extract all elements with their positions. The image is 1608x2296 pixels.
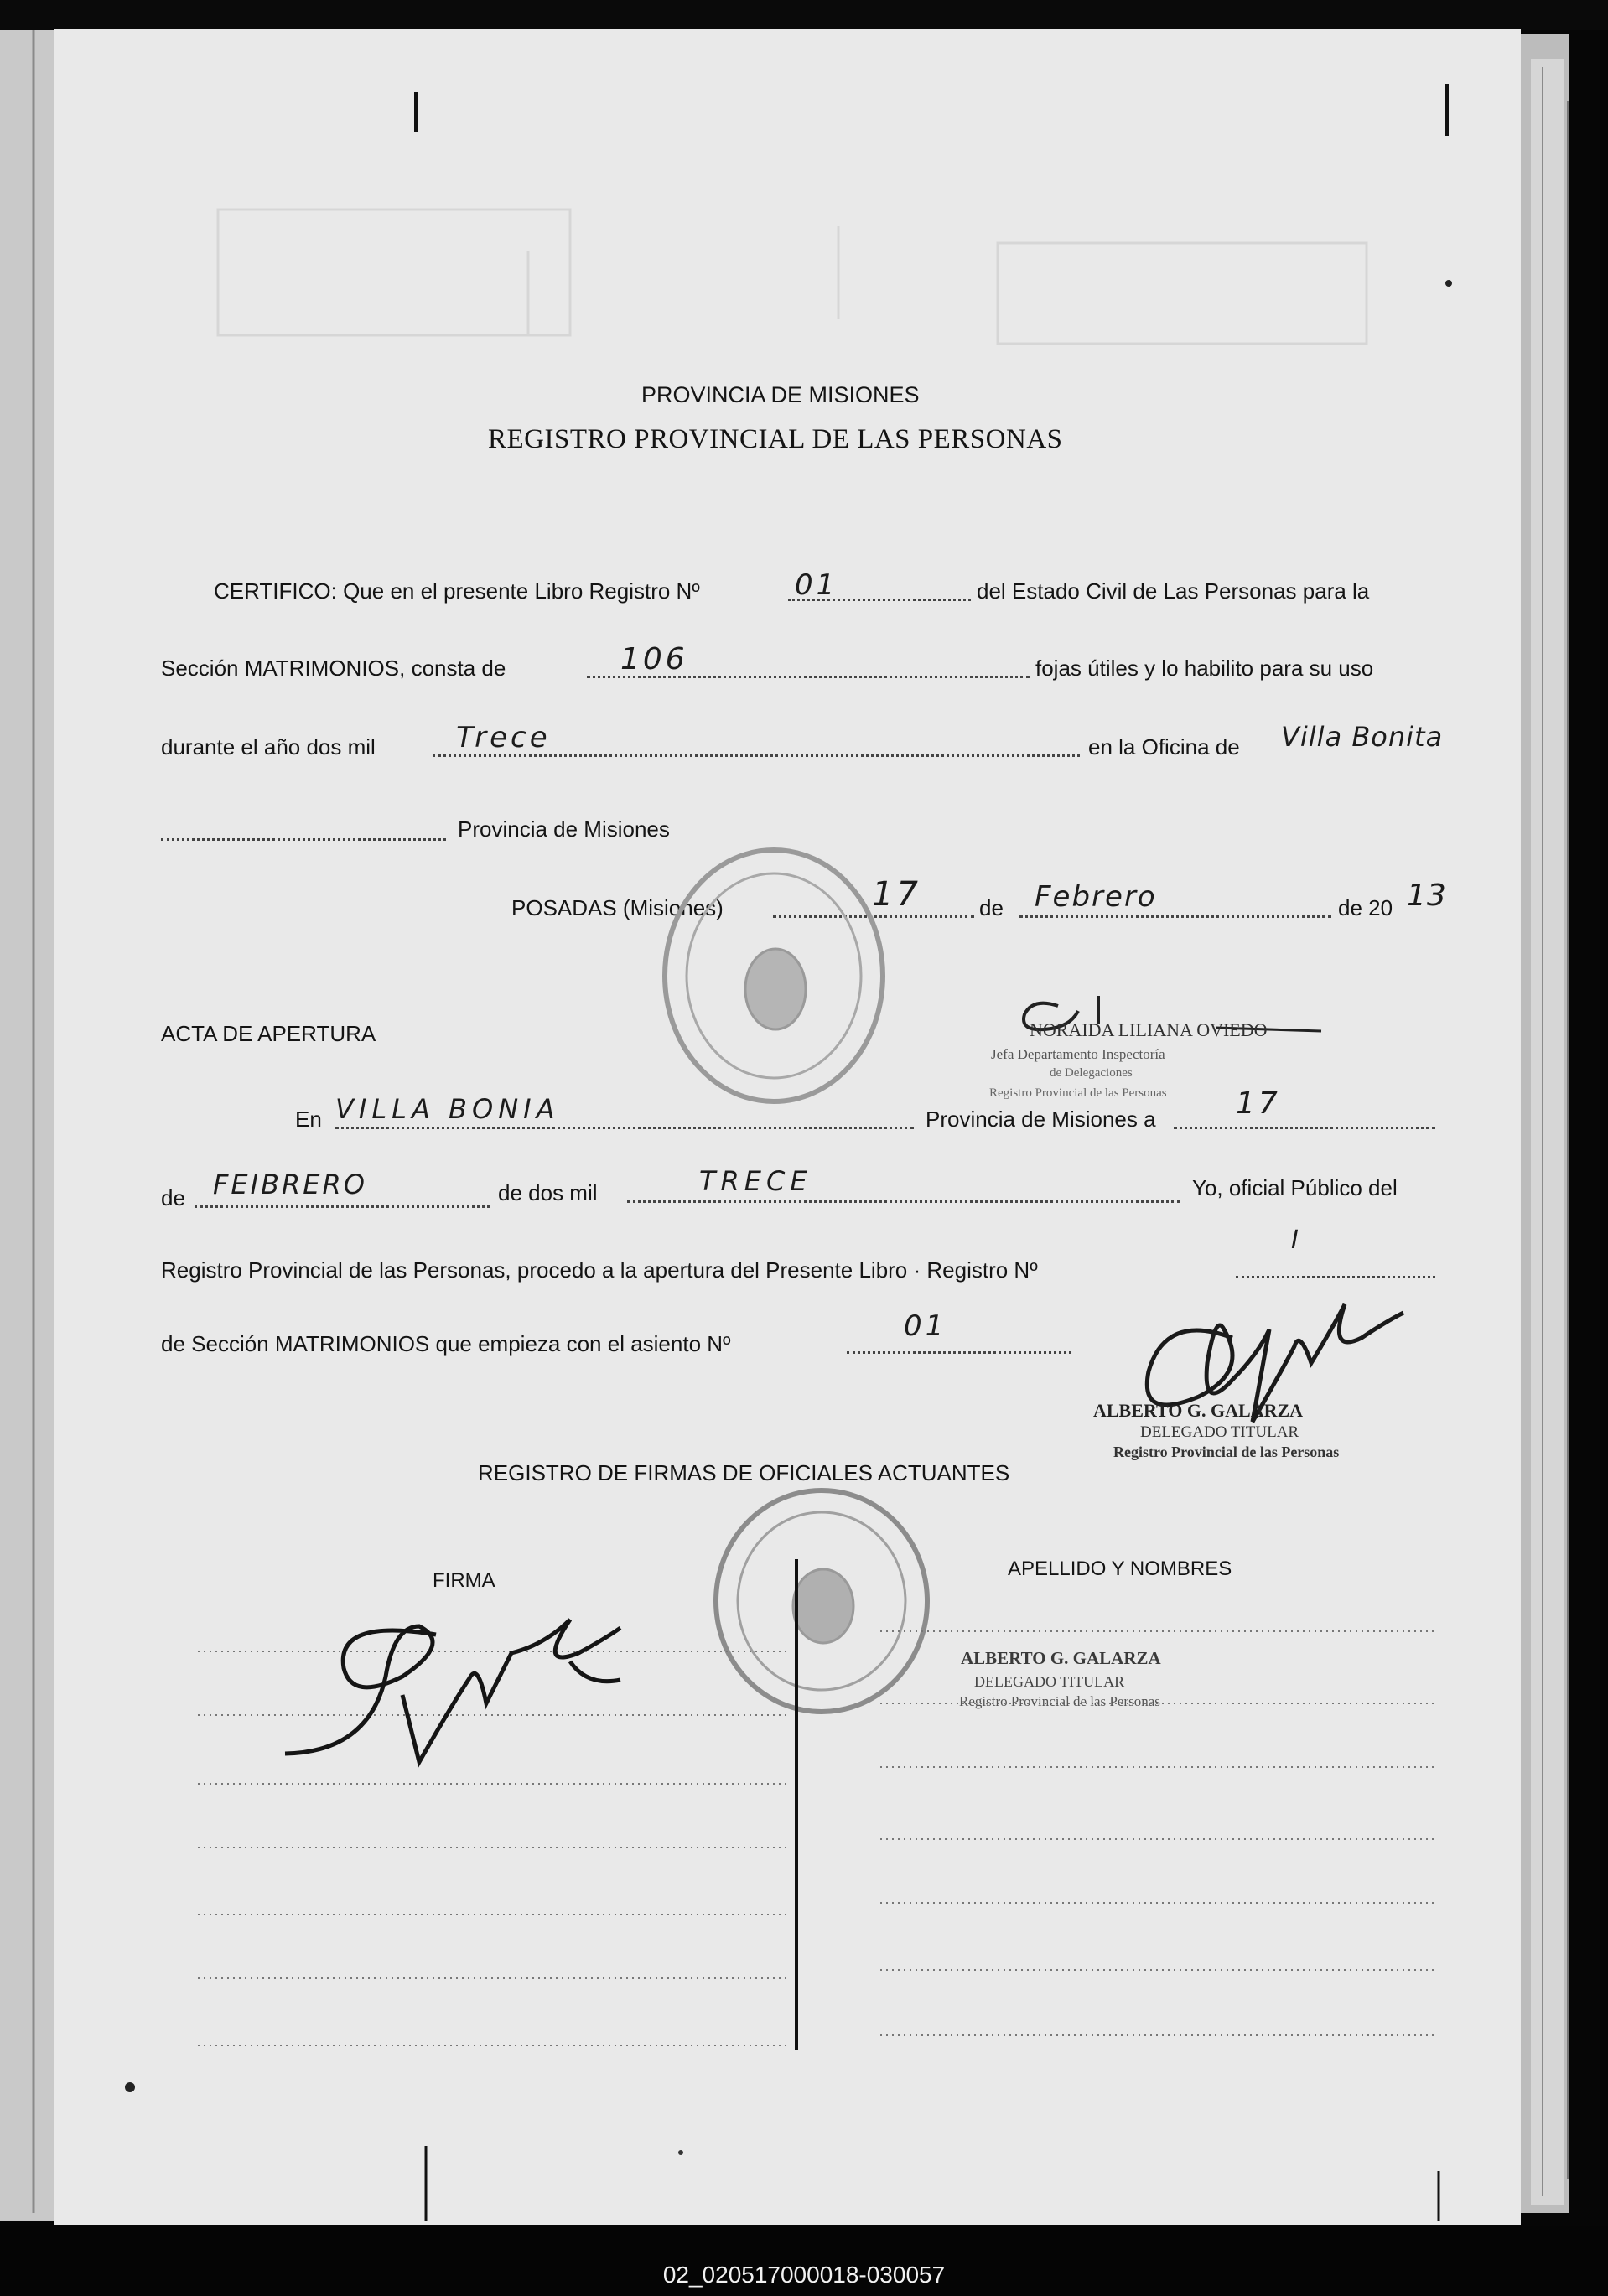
cert-day: 17 <box>872 875 921 914</box>
delegate-stamp-title-lower: DELEGADO TITULAR <box>974 1673 1125 1690</box>
acta-year-word: TRECE <box>699 1165 812 1197</box>
col-apellido-header: APELLIDO Y NOMBRES <box>1008 1557 1232 1580</box>
col-firma-header: FIRMA <box>433 1569 495 1592</box>
cert-de1: de <box>979 895 1004 920</box>
cert-month: Febrero <box>1035 880 1157 914</box>
delegate-stamp-title-upper: DELEGADO TITULAR <box>1140 1423 1299 1441</box>
cert-line1-b: del Estado Civil de Las Personas para la <box>977 578 1370 604</box>
delegate-stamp-org-lower: Registro Provincial de las Personas <box>959 1693 1160 1709</box>
director-stamp-title3: Registro Provincial de las Personas <box>989 1086 1167 1100</box>
delegate-stamp-name-lower: ALBERTO G. GALARZA <box>961 1648 1161 1668</box>
acta-en: En <box>295 1107 322 1132</box>
acta-month: FEIBRERO <box>213 1169 367 1200</box>
cert-office: Villa Bonita <box>1281 721 1444 753</box>
acta-line4: de Sección MATRIMONIOS que empieza con el asiento Nº <box>161 1331 731 1356</box>
acta-dos-mil: de dos mil <box>498 1180 598 1205</box>
director-stamp-name: NORAIDA LILIANA OVIEDO <box>1030 1019 1268 1040</box>
acta-registro-no: I <box>1291 1226 1302 1255</box>
acta-day: 17 <box>1236 1086 1281 1121</box>
delegate-stamp-org-upper: Registro Provincial de las Personas <box>1113 1443 1340 1460</box>
cert-year-word: Trece <box>456 721 551 754</box>
cert-line4: Provincia de Misiones <box>458 816 670 842</box>
registry-heading: REGISTRO PROVINCIAL DE LAS PERSONAS <box>488 424 1063 454</box>
image-caption: 02_020517000018-030057 <box>662 2262 946 2288</box>
cert-line3-b: en la Oficina de <box>1088 734 1240 759</box>
acta-de: de <box>161 1185 185 1210</box>
cert-line2-b: fojas útiles y lo habilito para su uso <box>1035 656 1374 681</box>
delegate-stamp-name-upper: ALBERTO G. GALARZA <box>1093 1400 1304 1421</box>
cert-line3-a: durante el año dos mil <box>161 734 376 759</box>
acta-prov-label: Provincia de Misiones a <box>926 1107 1156 1132</box>
cert-posadas: POSADAS (Misiones) <box>511 895 724 920</box>
acta-yo: Yo, oficial Público del <box>1192 1175 1398 1200</box>
acta-asiento: 01 <box>904 1309 947 1343</box>
cert-de2: de 20 <box>1338 895 1393 920</box>
cert-fojas: 106 <box>620 642 688 676</box>
acta-place: VILLA BONIA <box>335 1093 560 1125</box>
director-stamp-title1: Jefa Departamento Inspectoría <box>991 1046 1165 1062</box>
cert-line2-a: Sección MATRIMONIOS, consta de <box>161 656 506 681</box>
acta-title: ACTA DE APERTURA <box>161 1021 376 1046</box>
cert-libro-no: 01 <box>795 568 838 602</box>
cert-year-suffix: 13 <box>1407 878 1447 913</box>
province-heading: PROVINCIA DE MISIONES <box>641 382 920 407</box>
acta-line3: Registro Provincial de las Personas, procedo a la apertura del Presente Libro · Registro Nº <box>161 1257 1038 1283</box>
signatures-title: REGISTRO DE FIRMAS DE OFICIALES ACTUANTES <box>478 1460 1010 1485</box>
cert-line1-a: CERTIFICO: Que en el presente Libro Registro Nº <box>214 578 700 604</box>
director-stamp-title2: de Delegaciones <box>1050 1066 1133 1080</box>
